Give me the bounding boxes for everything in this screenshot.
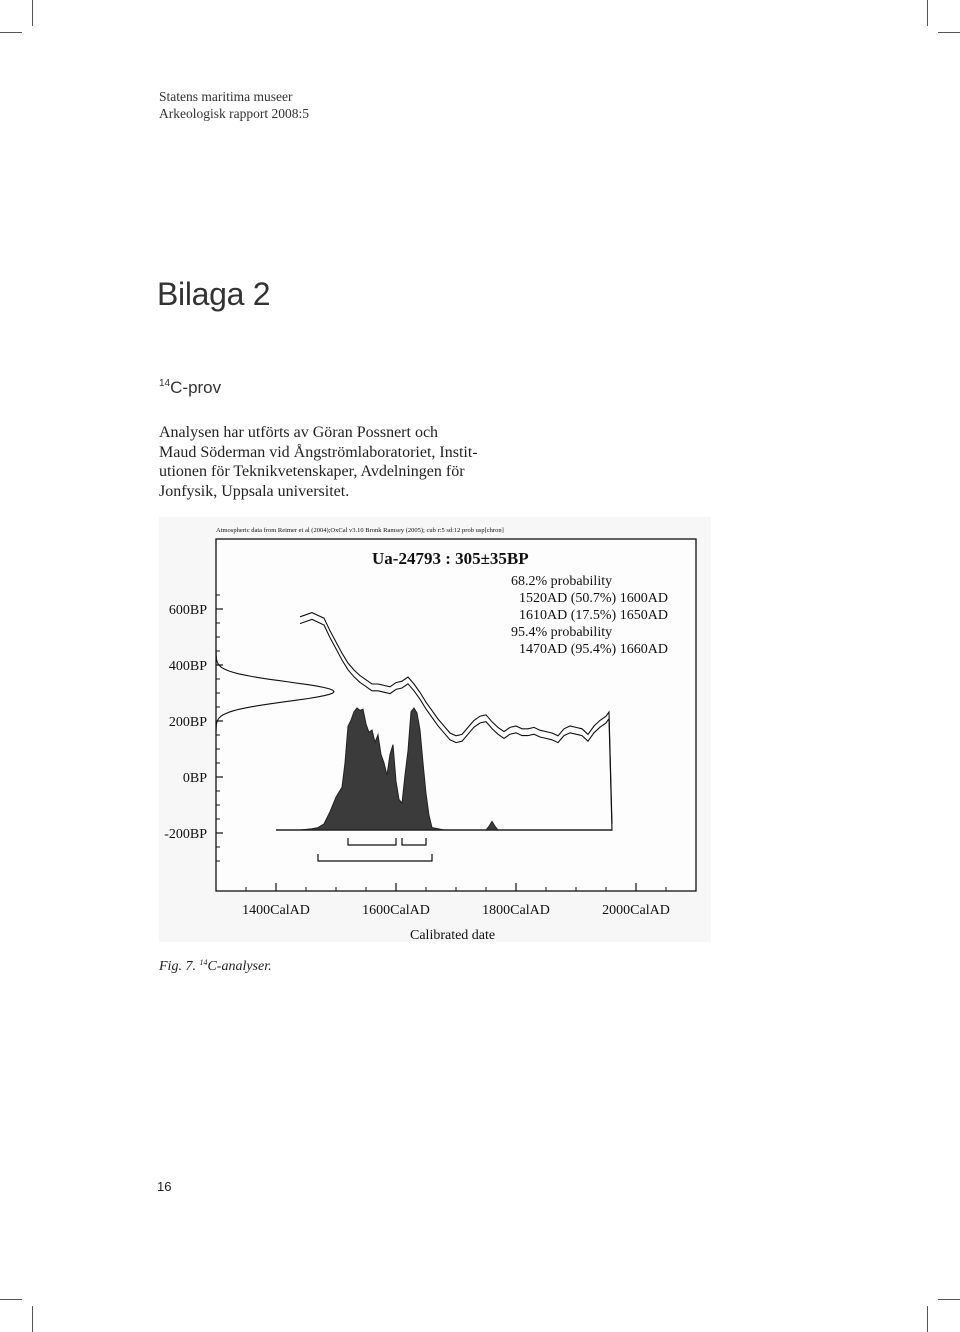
section-label: C-prov	[170, 378, 222, 397]
x-tick-label: 1400CalAD	[242, 903, 310, 918]
paragraph-line: utionen för Teknikvetenskaper, Avdelningen för	[159, 463, 465, 480]
y-tick-label: 600BP	[168, 603, 207, 618]
x-tick-label: 1600CalAD	[362, 903, 430, 918]
x-tick-label: 1800CalAD	[482, 903, 550, 918]
chart-title: Ua-24793 : 305±35BP	[372, 549, 529, 568]
x-tick-label: 2000CalAD	[602, 903, 670, 918]
crop-mark	[32, 1306, 33, 1332]
paragraph-line: Maud Söderman vid Ångströmlaboratoriet, Instit-	[159, 443, 478, 461]
header-report: Arkeologisk rapport 2008:5	[159, 106, 309, 121]
calibration-chart	[159, 517, 711, 942]
caption-text: C-analyser.	[207, 959, 272, 974]
crop-mark	[0, 32, 22, 33]
caption-superscript: 14	[199, 958, 208, 967]
crop-mark	[927, 1306, 928, 1332]
annotation-p68-range1: 1520AD (50.7%) 1600AD	[519, 591, 668, 606]
x-axis-label: Calibrated date	[410, 928, 496, 942]
calibration-figure	[159, 517, 711, 942]
page-number: 16	[157, 1179, 172, 1194]
y-tick-label: 0BP	[182, 771, 207, 786]
crop-mark	[927, 0, 928, 26]
running-header	[159, 88, 309, 122]
y-tick-label: 200BP	[168, 715, 207, 730]
annotation-p68-label: 68.2% probability	[511, 574, 613, 589]
header-publisher: Statens maritima museer	[159, 89, 293, 104]
page-title: Bilaga 2	[157, 276, 271, 312]
caption-prefix: Fig. 7.	[159, 959, 200, 974]
body-paragraph	[159, 423, 519, 501]
crop-mark	[0, 1299, 22, 1300]
crop-mark	[938, 1299, 960, 1300]
annotation-p95-range: 1470AD (95.4%) 1660AD	[519, 642, 668, 657]
crop-mark	[32, 0, 33, 26]
y-tick-label: 400BP	[168, 659, 207, 674]
paragraph-line: Analysen har utförts av Göran Possnert och	[159, 424, 439, 441]
figure-caption	[159, 958, 272, 975]
annotation-p95-label: 95.4% probability	[511, 625, 613, 640]
source-note: Atmospheric data from Reimer et al (2004);OxCal v3.10 Bronk Ramsey (2005); cub r:5 sd:12 prob usp[chron]	[216, 527, 504, 534]
section-superscript: 14	[159, 378, 171, 389]
section-heading	[159, 378, 221, 398]
y-tick-label: -200BP	[164, 827, 207, 842]
paragraph-line: Jonfysik, Uppsala universitet.	[159, 482, 350, 500]
annotation-p68-range2: 1610AD (17.5%) 1650AD	[519, 608, 668, 623]
crop-mark	[938, 32, 960, 33]
